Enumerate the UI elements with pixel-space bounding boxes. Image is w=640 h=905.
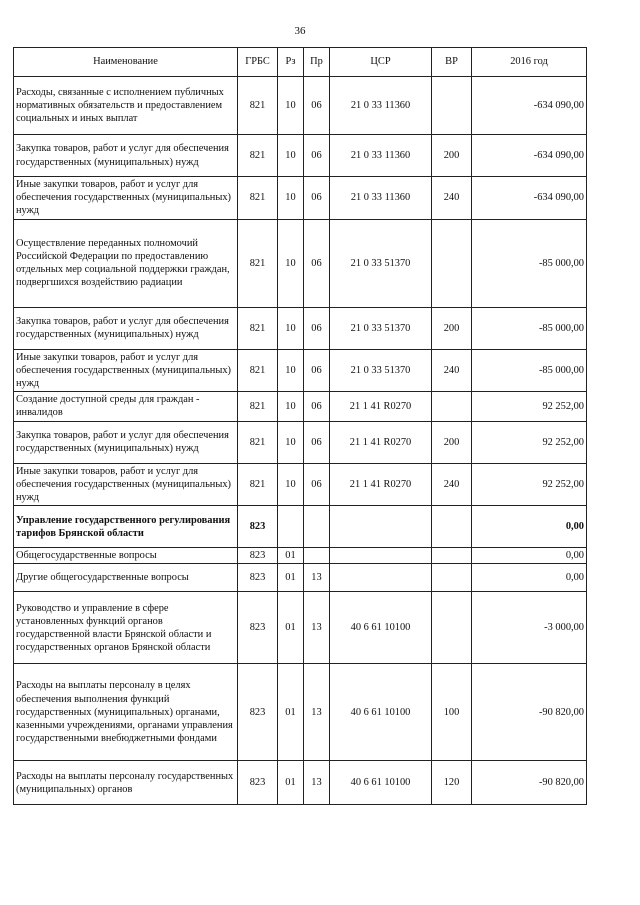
cell-amount: 92 252,00	[472, 392, 587, 421]
table-row	[14, 177, 587, 220]
cell-name: Расходы на выплаты персоналу государственных (муниципальных) органов	[14, 761, 238, 805]
cell-grbs: 823	[238, 506, 278, 548]
cell-vr: 240	[432, 349, 472, 392]
cell-vr: 100	[432, 664, 472, 761]
cell-pr: 06	[304, 307, 330, 349]
cell-amount: 92 252,00	[472, 463, 587, 506]
cell-name: Руководство и управление в сфере установленных функций органов государственной власти Брянской области и государственных органов Брянской области	[14, 592, 238, 664]
cell-rz: 10	[278, 307, 304, 349]
cell-amount: 0,00	[472, 564, 587, 592]
table-row	[14, 564, 587, 592]
cell-amount: 0,00	[472, 548, 587, 564]
cell-amount: -90 820,00	[472, 664, 587, 761]
column-header-grbs: ГРБС	[238, 48, 278, 77]
cell-vr: 120	[432, 761, 472, 805]
cell-amount: -85 000,00	[472, 307, 587, 349]
column-header-pr: Пр	[304, 48, 330, 77]
table-row	[14, 592, 587, 664]
cell-vr	[432, 506, 472, 548]
cell-grbs: 821	[238, 307, 278, 349]
column-header-csr: ЦСР	[330, 48, 432, 77]
table-row	[14, 349, 587, 392]
cell-rz: 10	[278, 392, 304, 421]
cell-vr	[432, 392, 472, 421]
cell-name: Закупка товаров, работ и услуг для обеспечения государственных (муниципальных) нужд	[14, 307, 238, 349]
table-row	[14, 548, 587, 564]
cell-rz: 10	[278, 77, 304, 135]
cell-rz: 01	[278, 664, 304, 761]
column-header-name: Наименование	[14, 48, 238, 77]
cell-csr: 21 0 33 11360	[330, 135, 432, 177]
cell-grbs: 821	[238, 177, 278, 220]
cell-csr: 21 0 33 11360	[330, 77, 432, 135]
cell-amount: -634 090,00	[472, 77, 587, 135]
cell-grbs: 823	[238, 592, 278, 664]
cell-rz: 01	[278, 548, 304, 564]
cell-vr: 200	[432, 135, 472, 177]
table-row	[14, 135, 587, 177]
cell-rz: 10	[278, 219, 304, 307]
cell-pr	[304, 548, 330, 564]
cell-grbs: 821	[238, 463, 278, 506]
cell-rz: 01	[278, 592, 304, 664]
cell-grbs: 821	[238, 77, 278, 135]
cell-csr: 40 6 61 10100	[330, 664, 432, 761]
table-row	[14, 664, 587, 761]
cell-amount: -3 000,00	[472, 592, 587, 664]
table-row	[14, 219, 587, 307]
cell-amount: -634 090,00	[472, 135, 587, 177]
cell-vr: 200	[432, 421, 472, 463]
table-row	[14, 761, 587, 805]
cell-csr: 40 6 61 10100	[330, 592, 432, 664]
cell-grbs: 823	[238, 548, 278, 564]
cell-name: Расходы на выплаты персоналу в целях обеспечения выполнения функций государственных (муниципальных) органами, казенными учреждениями, органами управления государственными внебюджетными фондами	[14, 664, 238, 761]
cell-name: Общегосударственные вопросы	[14, 548, 238, 564]
cell-rz: 01	[278, 761, 304, 805]
cell-rz	[278, 506, 304, 548]
cell-grbs: 823	[238, 564, 278, 592]
cell-vr	[432, 77, 472, 135]
cell-vr	[432, 592, 472, 664]
cell-rz: 10	[278, 421, 304, 463]
cell-vr	[432, 548, 472, 564]
cell-grbs: 823	[238, 761, 278, 805]
column-header-year: 2016 год	[472, 48, 587, 77]
cell-pr: 06	[304, 463, 330, 506]
cell-csr: 21 0 33 51370	[330, 349, 432, 392]
cell-grbs: 821	[238, 135, 278, 177]
cell-rz: 01	[278, 564, 304, 592]
table-row	[14, 421, 587, 463]
column-header-vr: ВР	[432, 48, 472, 77]
cell-amount: -85 000,00	[472, 349, 587, 392]
cell-vr	[432, 219, 472, 307]
cell-csr: 40 6 61 10100	[330, 761, 432, 805]
cell-vr: 240	[432, 177, 472, 220]
cell-csr: 21 1 41 R0270	[330, 392, 432, 421]
cell-grbs: 821	[238, 219, 278, 307]
cell-grbs: 823	[238, 664, 278, 761]
cell-amount: -85 000,00	[472, 219, 587, 307]
cell-pr: 13	[304, 564, 330, 592]
cell-amount: -634 090,00	[472, 177, 587, 220]
cell-name: Осуществление переданных полномочий Российской Федерации по предоставлению отдельных мер социальной поддержки граждан, подвергшихся воздействию радиации	[14, 219, 238, 307]
cell-amount: 0,00	[472, 506, 587, 548]
cell-vr: 200	[432, 307, 472, 349]
budget-table	[13, 47, 587, 805]
cell-pr: 13	[304, 761, 330, 805]
cell-name: Иные закупки товаров, работ и услуг для обеспечения государственных (муниципальных) нужд	[14, 177, 238, 220]
column-header-rz: Рз	[278, 48, 304, 77]
table-row	[14, 77, 587, 135]
cell-name: Другие общегосударственные вопросы	[14, 564, 238, 592]
cell-name: Управление государственного регулирования тарифов Брянской области	[14, 506, 238, 548]
table-row	[14, 307, 587, 349]
cell-name: Иные закупки товаров, работ и услуг для обеспечения государственных (муниципальных) нужд	[14, 463, 238, 506]
cell-rz: 10	[278, 135, 304, 177]
cell-grbs: 821	[238, 392, 278, 421]
cell-csr: 21 0 33 51370	[330, 307, 432, 349]
cell-pr: 06	[304, 421, 330, 463]
cell-csr: 21 0 33 11360	[330, 177, 432, 220]
cell-csr	[330, 548, 432, 564]
table-header	[14, 48, 587, 77]
cell-name: Закупка товаров, работ и услуг для обеспечения государственных (муниципальных) нужд	[14, 135, 238, 177]
table-body	[14, 77, 587, 805]
cell-pr: 06	[304, 349, 330, 392]
cell-vr: 240	[432, 463, 472, 506]
cell-name: Расходы, связанные с исполнением публичных нормативных обязательств и предоставлением социальных и иных выплат	[14, 77, 238, 135]
cell-rz: 10	[278, 463, 304, 506]
cell-grbs: 821	[238, 421, 278, 463]
cell-name: Иные закупки товаров, работ и услуг для обеспечения государственных (муниципальных) нужд	[14, 349, 238, 392]
cell-pr: 06	[304, 135, 330, 177]
cell-pr: 06	[304, 219, 330, 307]
cell-name: Создание доступной среды для граждан - инвалидов	[14, 392, 238, 421]
cell-rz: 10	[278, 177, 304, 220]
cell-pr: 13	[304, 664, 330, 761]
table-row	[14, 392, 587, 421]
cell-csr	[330, 564, 432, 592]
cell-pr: 06	[304, 392, 330, 421]
cell-csr	[330, 506, 432, 548]
cell-pr	[304, 506, 330, 548]
cell-pr: 13	[304, 592, 330, 664]
cell-vr	[432, 564, 472, 592]
cell-csr: 21 1 41 R0270	[330, 463, 432, 506]
cell-csr: 21 0 33 51370	[330, 219, 432, 307]
cell-amount: -90 820,00	[472, 761, 587, 805]
cell-pr: 06	[304, 177, 330, 220]
cell-grbs: 821	[238, 349, 278, 392]
cell-pr: 06	[304, 77, 330, 135]
table-row	[14, 506, 587, 548]
table-row	[14, 463, 587, 506]
page-number: 36	[294, 25, 306, 37]
cell-rz: 10	[278, 349, 304, 392]
cell-csr: 21 1 41 R0270	[330, 421, 432, 463]
cell-name: Закупка товаров, работ и услуг для обеспечения государственных (муниципальных) нужд	[14, 421, 238, 463]
cell-amount: 92 252,00	[472, 421, 587, 463]
